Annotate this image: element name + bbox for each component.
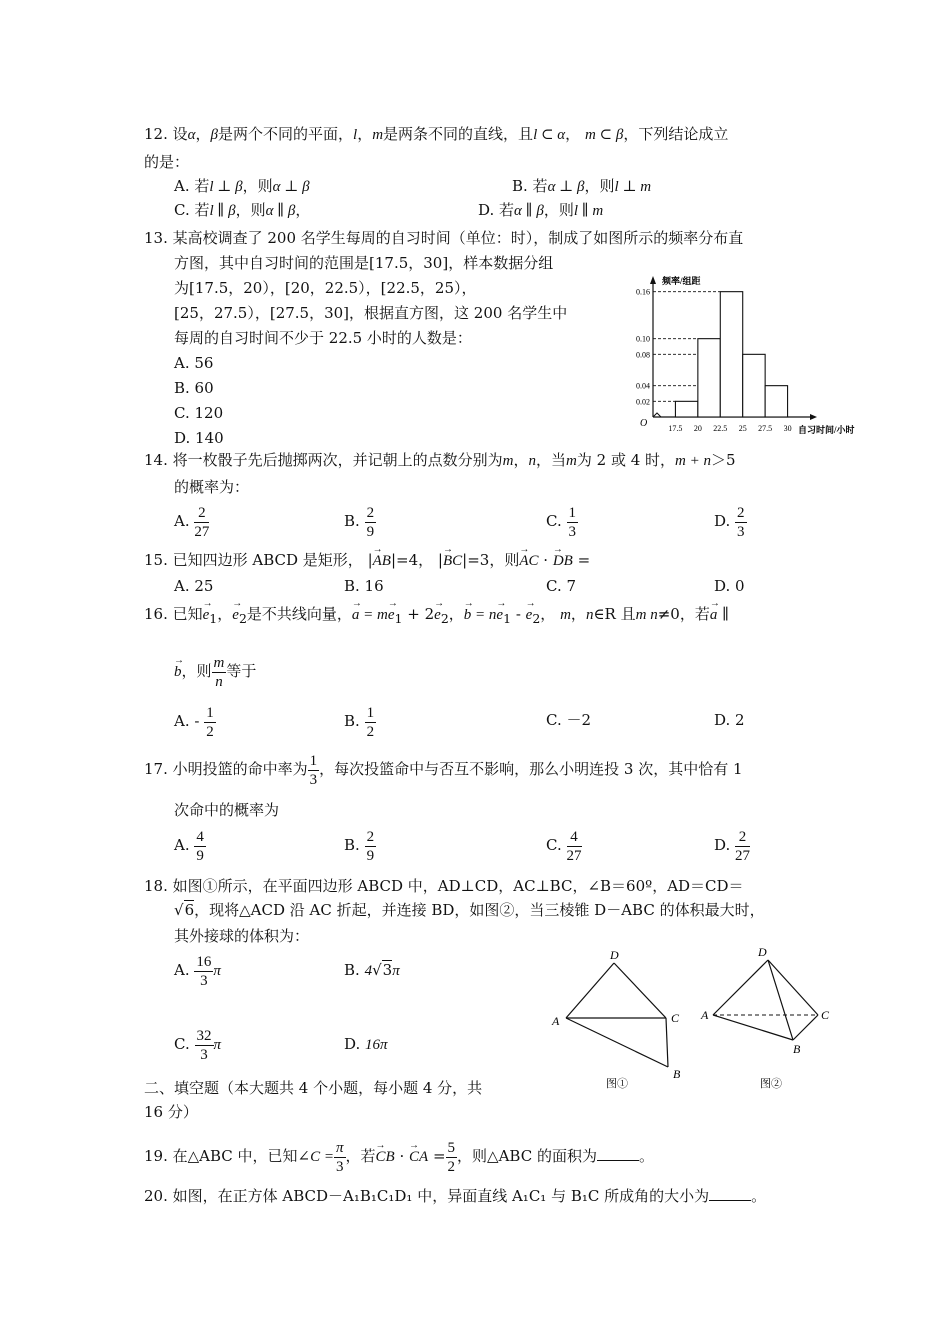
figure-1-caption: 图①	[606, 1078, 628, 1090]
histogram-bar-2	[698, 339, 720, 417]
q12-option-b: B. 若α ⊥ β，则l ⊥ m	[512, 177, 652, 195]
q12-line1: 12. 设α，β是两个不同的平面，l，m是两条不同的直线，且l ⊂ α， m ⊂ β，下列结论成立	[144, 125, 729, 143]
q13-line2: 方图，其中自习时间的范围是[17.5，30]，样本数据分组	[174, 254, 554, 272]
q14-line1: 14. 将一枚骰子先后抛掷两次，并记朝上的点数分别为m，n，当m为 2 或 4 时，m + n＞5	[144, 451, 736, 469]
fraction: $\frac{16}{3}$	[196, 953, 212, 989]
q14-option-b: B. $\frac{2}{9}$	[344, 504, 375, 540]
q20-line: 20. 如图，在正方体 ABCD－A₁B₁C₁D₁ 中，异面直线 A₁C₁ 与 B₁C 所成角的大小为 。	[144, 1187, 767, 1205]
q17-option-a: A. $\frac{4}{9}$	[174, 828, 204, 864]
figure-2-caption: 图②	[760, 1078, 782, 1090]
q15-option-c: C. 7	[546, 577, 577, 595]
origin-label: O	[640, 418, 648, 429]
q19-line: 19. 在△ABC 中，已知∠C = $\frac{\pi}{3}$ ，若→ CB · → CA = $\frac{5}{2}$ ，则△ABC 的面积为 。	[144, 1136, 654, 1177]
edge-dc	[768, 960, 818, 1015]
point-a-label: A	[552, 1014, 560, 1028]
fraction: $\frac{2}{3}$	[737, 504, 745, 540]
q14-option-c: C. $\frac{1}{3}$	[546, 504, 576, 540]
edge-bc	[793, 1015, 818, 1040]
q16-option-b: B. $\frac{1}{2}$	[344, 704, 375, 740]
q18-option-c: C. $\frac{32}{3}$ π	[174, 1027, 222, 1063]
q13-line5: 每周的自习时间不少于 22.5 小时的人数是：	[174, 329, 472, 347]
q13-option-a: A. 56	[174, 354, 214, 372]
q18-line2: √6，现将△ACD 沿 AC 折起，并连接 BD，如图②，当三棱锥 D－ABC 的体积最大时，	[174, 901, 765, 919]
histogram-bar-3	[720, 292, 742, 417]
q16-option-a: A. - $\frac{1}{2}$	[174, 704, 214, 740]
histogram-bar-1	[675, 401, 697, 417]
fraction: $\frac{1}{3}$	[568, 504, 576, 540]
point-b-label: B	[793, 1042, 801, 1056]
histogram-bar-5	[765, 386, 787, 417]
fraction: $\frac{4}{27}$	[566, 828, 582, 864]
fraction: $\frac{5}{2}$	[447, 1139, 456, 1175]
q18-option-b: B. 4√3π	[344, 961, 400, 979]
q16-option-d: D. 2	[714, 711, 745, 729]
point-c-label: C	[671, 1011, 680, 1025]
answer-blank[interactable]	[709, 1186, 751, 1201]
q13-option-d: D. 140	[174, 429, 224, 447]
histogram-bar-4	[743, 354, 765, 417]
edge-db	[768, 960, 793, 1040]
point-c-label: C	[821, 1008, 830, 1022]
fraction: $\frac{2}{27}$	[194, 504, 210, 540]
figure-1	[551, 948, 681, 1090]
figure-2	[700, 945, 830, 1090]
x-axis-label: 自习时间/小时	[798, 425, 855, 435]
q12-line2: 的是：	[144, 153, 190, 171]
q15-option-b: B. 16	[344, 577, 384, 595]
edge-ab	[566, 1018, 668, 1067]
point-d-label: D	[610, 948, 619, 962]
q12-option-c: C. 若l ∥ β，则α ∥ β，	[174, 201, 311, 219]
edge-ab	[713, 1015, 793, 1040]
q15-option-a: A. 25	[174, 577, 214, 595]
q15-option-d: D. 0	[714, 577, 745, 595]
y-axis-arrow-icon	[650, 276, 656, 284]
q18-line3: 其外接球的体积为：	[174, 927, 310, 945]
geometry-figures	[548, 945, 868, 1095]
x-tick-label: 20	[693, 424, 702, 433]
fraction: $\frac{4}{9}$	[196, 828, 204, 864]
q16-line2: → b，则 $\frac{m}{n}$ 等于	[174, 652, 256, 691]
edge-ad	[713, 960, 768, 1015]
section-2-heading-cont: 16 分）	[144, 1103, 198, 1121]
point-d-label: D	[758, 945, 767, 959]
q13-option-b: B. 60	[174, 379, 214, 397]
x-tick-label: 30	[783, 424, 792, 433]
q13-line4: [25，27.5），[27.5，30]，根据直方图，这 200 名学生中	[174, 304, 568, 322]
edge-dc	[614, 963, 666, 1018]
x-tick-label: 27.5	[758, 424, 773, 433]
q15-line1: 15. 已知四边形 ABCD 是矩形， |→ AB|=4， |→ BC|=3，则→ AC · → DB =	[144, 550, 590, 571]
q17-option-b: B. $\frac{2}{9}$	[344, 828, 375, 864]
q18-line1: 18. 如图①所示，在平面四边形 ABCD 中，AD⊥CD，AC⊥BC，∠B＝60º，AD＝CD＝	[144, 877, 744, 895]
section-2-heading: 二、填空题（本大题共 4 个小题，每小题 4 分，共	[144, 1079, 483, 1097]
y-tick-label: 0.10	[636, 334, 650, 344]
answer-blank[interactable]	[597, 1146, 639, 1161]
q17-line2: 次命中的概率为	[174, 801, 280, 819]
fraction: $\frac{32}{3}$	[196, 1027, 212, 1063]
y-axis-label: 频率/组距	[662, 276, 701, 286]
y-tick-label: 0.04	[636, 381, 650, 391]
x-tick-label: 22.5	[713, 424, 728, 433]
q13-line3: 为[17.5，20），[20，22.5），[22.5，25），	[174, 279, 477, 297]
y-tick-label: 0.08	[636, 350, 650, 360]
point-a-label: A	[701, 1008, 709, 1022]
fraction: $\frac{1}{2}$	[366, 704, 375, 740]
q16-line1: 16. 已知→ $e_1$，→ $e_2$是不共线向量，→ $a = m\to e_1 + 2\to e_2$，→ $b = n\to e_1$ - → $e_2$， m，n∈R 且m n≠0，若→ a ∥	[144, 604, 729, 629]
fraction: $\frac{2}{9}$	[366, 828, 375, 864]
fraction: $\frac{\pi}{3}$	[336, 1139, 344, 1175]
fraction: $\frac{2}{9}$	[366, 504, 375, 540]
fraction: $\frac{m}{n}$	[213, 654, 225, 690]
beta-symbol: β	[210, 127, 218, 143]
fraction: $\frac{1}{3}$	[309, 752, 318, 788]
q14-option-d: D. $\frac{2}{3}$	[714, 504, 745, 540]
fraction: $\frac{2}{27}$	[735, 828, 751, 864]
q12-option-d: D. 若α ∥ β，则l ∥ m	[478, 201, 604, 219]
alpha-symbol: α	[187, 127, 196, 143]
edge-cb	[666, 1018, 668, 1067]
frequency-histogram	[620, 270, 880, 445]
q17-option-d: D. $\frac{2}{27}$	[714, 828, 751, 864]
q16-option-c: C. －2	[546, 711, 592, 729]
q14-line2: 的概率为：	[174, 478, 250, 496]
q12-option-a: A. 若l ⊥ β，则α ⊥ β	[174, 177, 310, 195]
q17-line1: 17. 小明投篮的命中率为 $\frac{1}{3}$ ，每次投篮命中与否互不影响，那么小明连投 3 次，其中恰有 1	[144, 752, 743, 788]
q17-option-c: C. $\frac{4}{27}$	[546, 828, 582, 864]
q18-option-a: A. $\frac{16}{3}$ π	[174, 953, 221, 989]
x-axis-arrow-icon	[810, 414, 817, 420]
y-tick-label: 0.16	[636, 287, 650, 297]
y-tick-label: 0.02	[636, 397, 650, 407]
q13-option-c: C. 120	[174, 404, 224, 422]
fraction: $\frac{1}{2}$	[206, 704, 214, 740]
point-b-label: B	[673, 1067, 681, 1081]
edge-ad	[566, 963, 614, 1018]
q18-option-d: D. 16π	[344, 1035, 388, 1053]
q13-line1: 13. 某高校调查了 200 名学生每周的自习时间（单位：时），制成了如图所示的频率分布直	[144, 229, 744, 247]
x-tick-label: 17.5	[668, 424, 683, 433]
q14-option-a: A. $\frac{2}{27}$	[174, 504, 210, 540]
x-tick-label: 25	[738, 424, 747, 433]
